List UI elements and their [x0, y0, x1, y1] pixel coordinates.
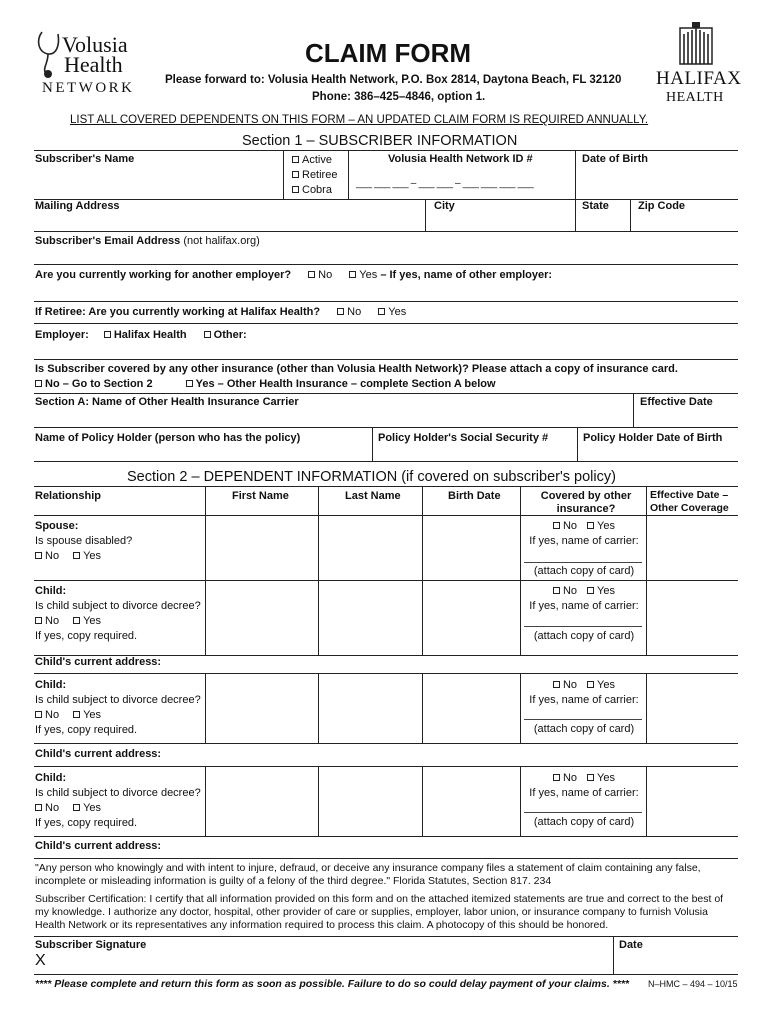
spouse-carrier-question: If yes, name of carrier:: [529, 535, 639, 547]
col-relationship: Relationship: [35, 490, 102, 502]
dob-label: Date of Birth: [582, 153, 648, 165]
child1-label: Child:: [35, 585, 67, 597]
child1-coverage: [522, 584, 646, 614]
halifax-line1: HALIFAX: [656, 68, 742, 89]
form-code: N–HMC – 494 – 10/15: [648, 979, 738, 989]
status-active-checkbox[interactable]: Active: [292, 153, 337, 168]
ph-dob-label: Policy Holder Date of Birth: [583, 432, 723, 444]
policy-holder-label: Name of Policy Holder (person who has the policy): [35, 432, 301, 444]
building-icon: [678, 22, 714, 66]
phone-number: Phone: 386–425–4846, option 1.: [312, 91, 486, 103]
spouse-covered-no-checkbox[interactable]: No: [553, 520, 577, 532]
volusia-logo: [34, 28, 152, 100]
subscriber-certification: Subscriber Certification: I certify that all information provided on this form and on the attached itemized statements are true and correct to the best of my knowledge. I authorize any doctor, hospital, other provider of care or supplies, employer, labor union, or insurance company to furnish Volusia Health Network or its representatives any information required to process this claim. A photocopy of this should be honored.: [35, 893, 724, 931]
halifax-line2: HEALTH: [666, 90, 724, 105]
child1-divorce-question: Is child subject to divorce decree?: [35, 600, 201, 612]
logo-line-health: Health: [64, 52, 123, 77]
email-label: Subscriber's Email Address: [35, 235, 181, 247]
child2-covered-yes-checkbox[interactable]: Yes: [587, 679, 615, 691]
child3-row: [35, 771, 201, 831]
child2-attach-card: (attach copy of card): [533, 723, 635, 735]
yes-other-insurance-checkbox[interactable]: Yes – Other Health Insurance – complete Section A below: [186, 378, 496, 390]
col-first-name: First Name: [232, 490, 289, 502]
email-note: (not halifax.org): [183, 235, 260, 247]
zip-label: Zip Code: [638, 200, 686, 212]
child2-carrier-question: If yes, name of carrier:: [529, 694, 639, 706]
spouse-label: Spouse:: [35, 520, 79, 532]
other-employer-yes-note: – If yes, name of other employer:: [380, 269, 553, 281]
other-insurance-options: [35, 378, 496, 390]
child2-divorce-yes-checkbox[interactable]: Yes: [73, 709, 101, 721]
retiree-row: [35, 306, 406, 318]
other-employer-yes-checkbox[interactable]: Yes: [349, 269, 377, 281]
vhn-id-label: Volusia Health Network ID #: [388, 153, 533, 165]
child1-row: [35, 584, 201, 644]
child1-attach-card: (attach copy of card): [533, 630, 635, 642]
date-field[interactable]: [619, 955, 734, 973]
child2-label: Child:: [35, 679, 67, 691]
state-label: State: [582, 200, 609, 212]
child1-carrier-question: If yes, name of carrier:: [529, 600, 639, 612]
city-label: City: [434, 200, 455, 212]
child1-covered-no-checkbox[interactable]: No: [553, 585, 577, 597]
child3-label: Child:: [35, 772, 67, 784]
section1-title: Section 1 – SUBSCRIBER INFORMATION: [242, 133, 518, 149]
no-go-section2-checkbox[interactable]: No – Go to Section 2: [35, 378, 153, 390]
email-row: [35, 235, 260, 247]
child2-divorce-no-checkbox[interactable]: No: [35, 709, 59, 721]
signature-field[interactable]: [50, 955, 610, 973]
logo-line-volusia: Volusia: [62, 32, 128, 57]
vhn-id-field[interactable]: ___ ___ ___ – ___ ___ – ___ ___ ___ ___: [356, 178, 534, 189]
page-title: CLAIM FORM: [305, 38, 472, 68]
retiree-yes-checkbox[interactable]: Yes: [378, 306, 406, 318]
child3-covered-yes-checkbox[interactable]: Yes: [587, 772, 615, 784]
child3-divorce-no-checkbox[interactable]: No: [35, 802, 59, 814]
other-employer-row: [35, 269, 552, 281]
status-cobra-checkbox[interactable]: Cobra: [292, 183, 337, 198]
child2-covered-no-checkbox[interactable]: No: [553, 679, 577, 691]
child2-address-label: Child's current address:: [35, 748, 162, 760]
date-label: Date: [619, 939, 643, 951]
employer-label: Employer:: [35, 329, 89, 341]
spouse-disabled-no-checkbox[interactable]: No: [35, 550, 59, 562]
signature-label: Subscriber Signature: [35, 939, 147, 951]
child3-copy-required: If yes, copy required.: [35, 817, 138, 829]
retiree-question: If Retiree: Are you currently working at Halifax Health?: [35, 306, 321, 318]
forward-address: Please forward to: Volusia Health Network, P.O. Box 2814, Daytona Beach, FL 32120: [165, 74, 622, 86]
child1-covered-yes-checkbox[interactable]: Yes: [587, 585, 615, 597]
child2-divorce-question: Is child subject to divorce decree?: [35, 694, 201, 706]
spouse-attach-card: (attach copy of card): [533, 565, 635, 577]
status-retiree-checkbox[interactable]: Retiree: [292, 168, 337, 183]
child3-divorce-yes-checkbox[interactable]: Yes: [73, 802, 101, 814]
closing-note: **** Please complete and return this form as soon as possible. Failure to do so could delay payment of your claims. ****: [35, 978, 629, 990]
child3-covered-no-checkbox[interactable]: No: [553, 772, 577, 784]
spouse-coverage: [522, 519, 646, 549]
section-a-label: Section A: Name of Other Health Insurance Carrier: [35, 396, 299, 408]
col-last-name: Last Name: [345, 490, 401, 502]
employer-other-checkbox[interactable]: Other:: [204, 329, 247, 341]
spouse-disabled-question: Is spouse disabled?: [35, 535, 133, 547]
other-insurance-question: Is Subscriber covered by any other insurance (other than Volusia Health Network)? Please attach a copy of insurance card.: [35, 363, 678, 375]
col-effective-other: Effective Date – Other Coverage: [650, 489, 729, 514]
child1-address-label: Child's current address:: [35, 656, 162, 668]
spouse-covered-yes-checkbox[interactable]: Yes: [587, 520, 615, 532]
col-covered-other: Covered by other insurance?: [540, 490, 632, 515]
logo-line-network: NETWORK: [42, 80, 135, 96]
other-employer-no-checkbox[interactable]: No: [308, 269, 332, 281]
col-birth-date: Birth Date: [448, 490, 501, 502]
child3-attach-card: (attach copy of card): [533, 816, 635, 828]
child1-divorce-no-checkbox[interactable]: No: [35, 615, 59, 627]
retiree-no-checkbox[interactable]: No: [337, 306, 361, 318]
mailing-address-label: Mailing Address: [35, 200, 120, 212]
employer-halifax-checkbox[interactable]: Halifax Health: [104, 329, 187, 341]
effective-date-label: Effective Date: [640, 396, 713, 408]
child3-coverage: [522, 771, 646, 801]
other-employer-question: Are you currently working for another employer?: [35, 269, 292, 281]
child3-divorce-question: Is child subject to divorce decree?: [35, 787, 201, 799]
section2-title: Section 2 – DEPENDENT INFORMATION (if covered on subscriber's policy): [127, 469, 616, 485]
child1-copy-required: If yes, copy required.: [35, 630, 138, 642]
child1-divorce-yes-checkbox[interactable]: Yes: [73, 615, 101, 627]
annual-notice: LIST ALL COVERED DEPENDENTS ON THIS FORM – AN UPDATED CLAIM FORM IS REQUIRED ANNUALLY.: [70, 114, 649, 126]
child3-carrier-question: If yes, name of carrier:: [529, 787, 639, 799]
signature-x: X: [35, 952, 46, 969]
child2-copy-required: If yes, copy required.: [35, 724, 138, 736]
fraud-warning: "Any person who knowingly and with intent to injure, defraud, or deceive any insurance company files a statement of claim containing any false, incomplete or misleading information is guilty of a felony of the third degree." Florida Statutes, Section 817. 234: [35, 862, 701, 887]
child3-address-label: Child's current address:: [35, 840, 162, 852]
child2-coverage: [522, 678, 646, 708]
employer-row: [35, 329, 247, 341]
subscriber-name-label: Subscriber's Name: [35, 153, 135, 165]
spouse-disabled-yes-checkbox[interactable]: Yes: [73, 550, 101, 562]
halifax-logo: [652, 22, 742, 108]
ph-ssn-label: Policy Holder's Social Security #: [378, 432, 549, 444]
status-options: [292, 153, 337, 198]
spouse-row: [35, 519, 132, 564]
child2-row: [35, 678, 201, 738]
